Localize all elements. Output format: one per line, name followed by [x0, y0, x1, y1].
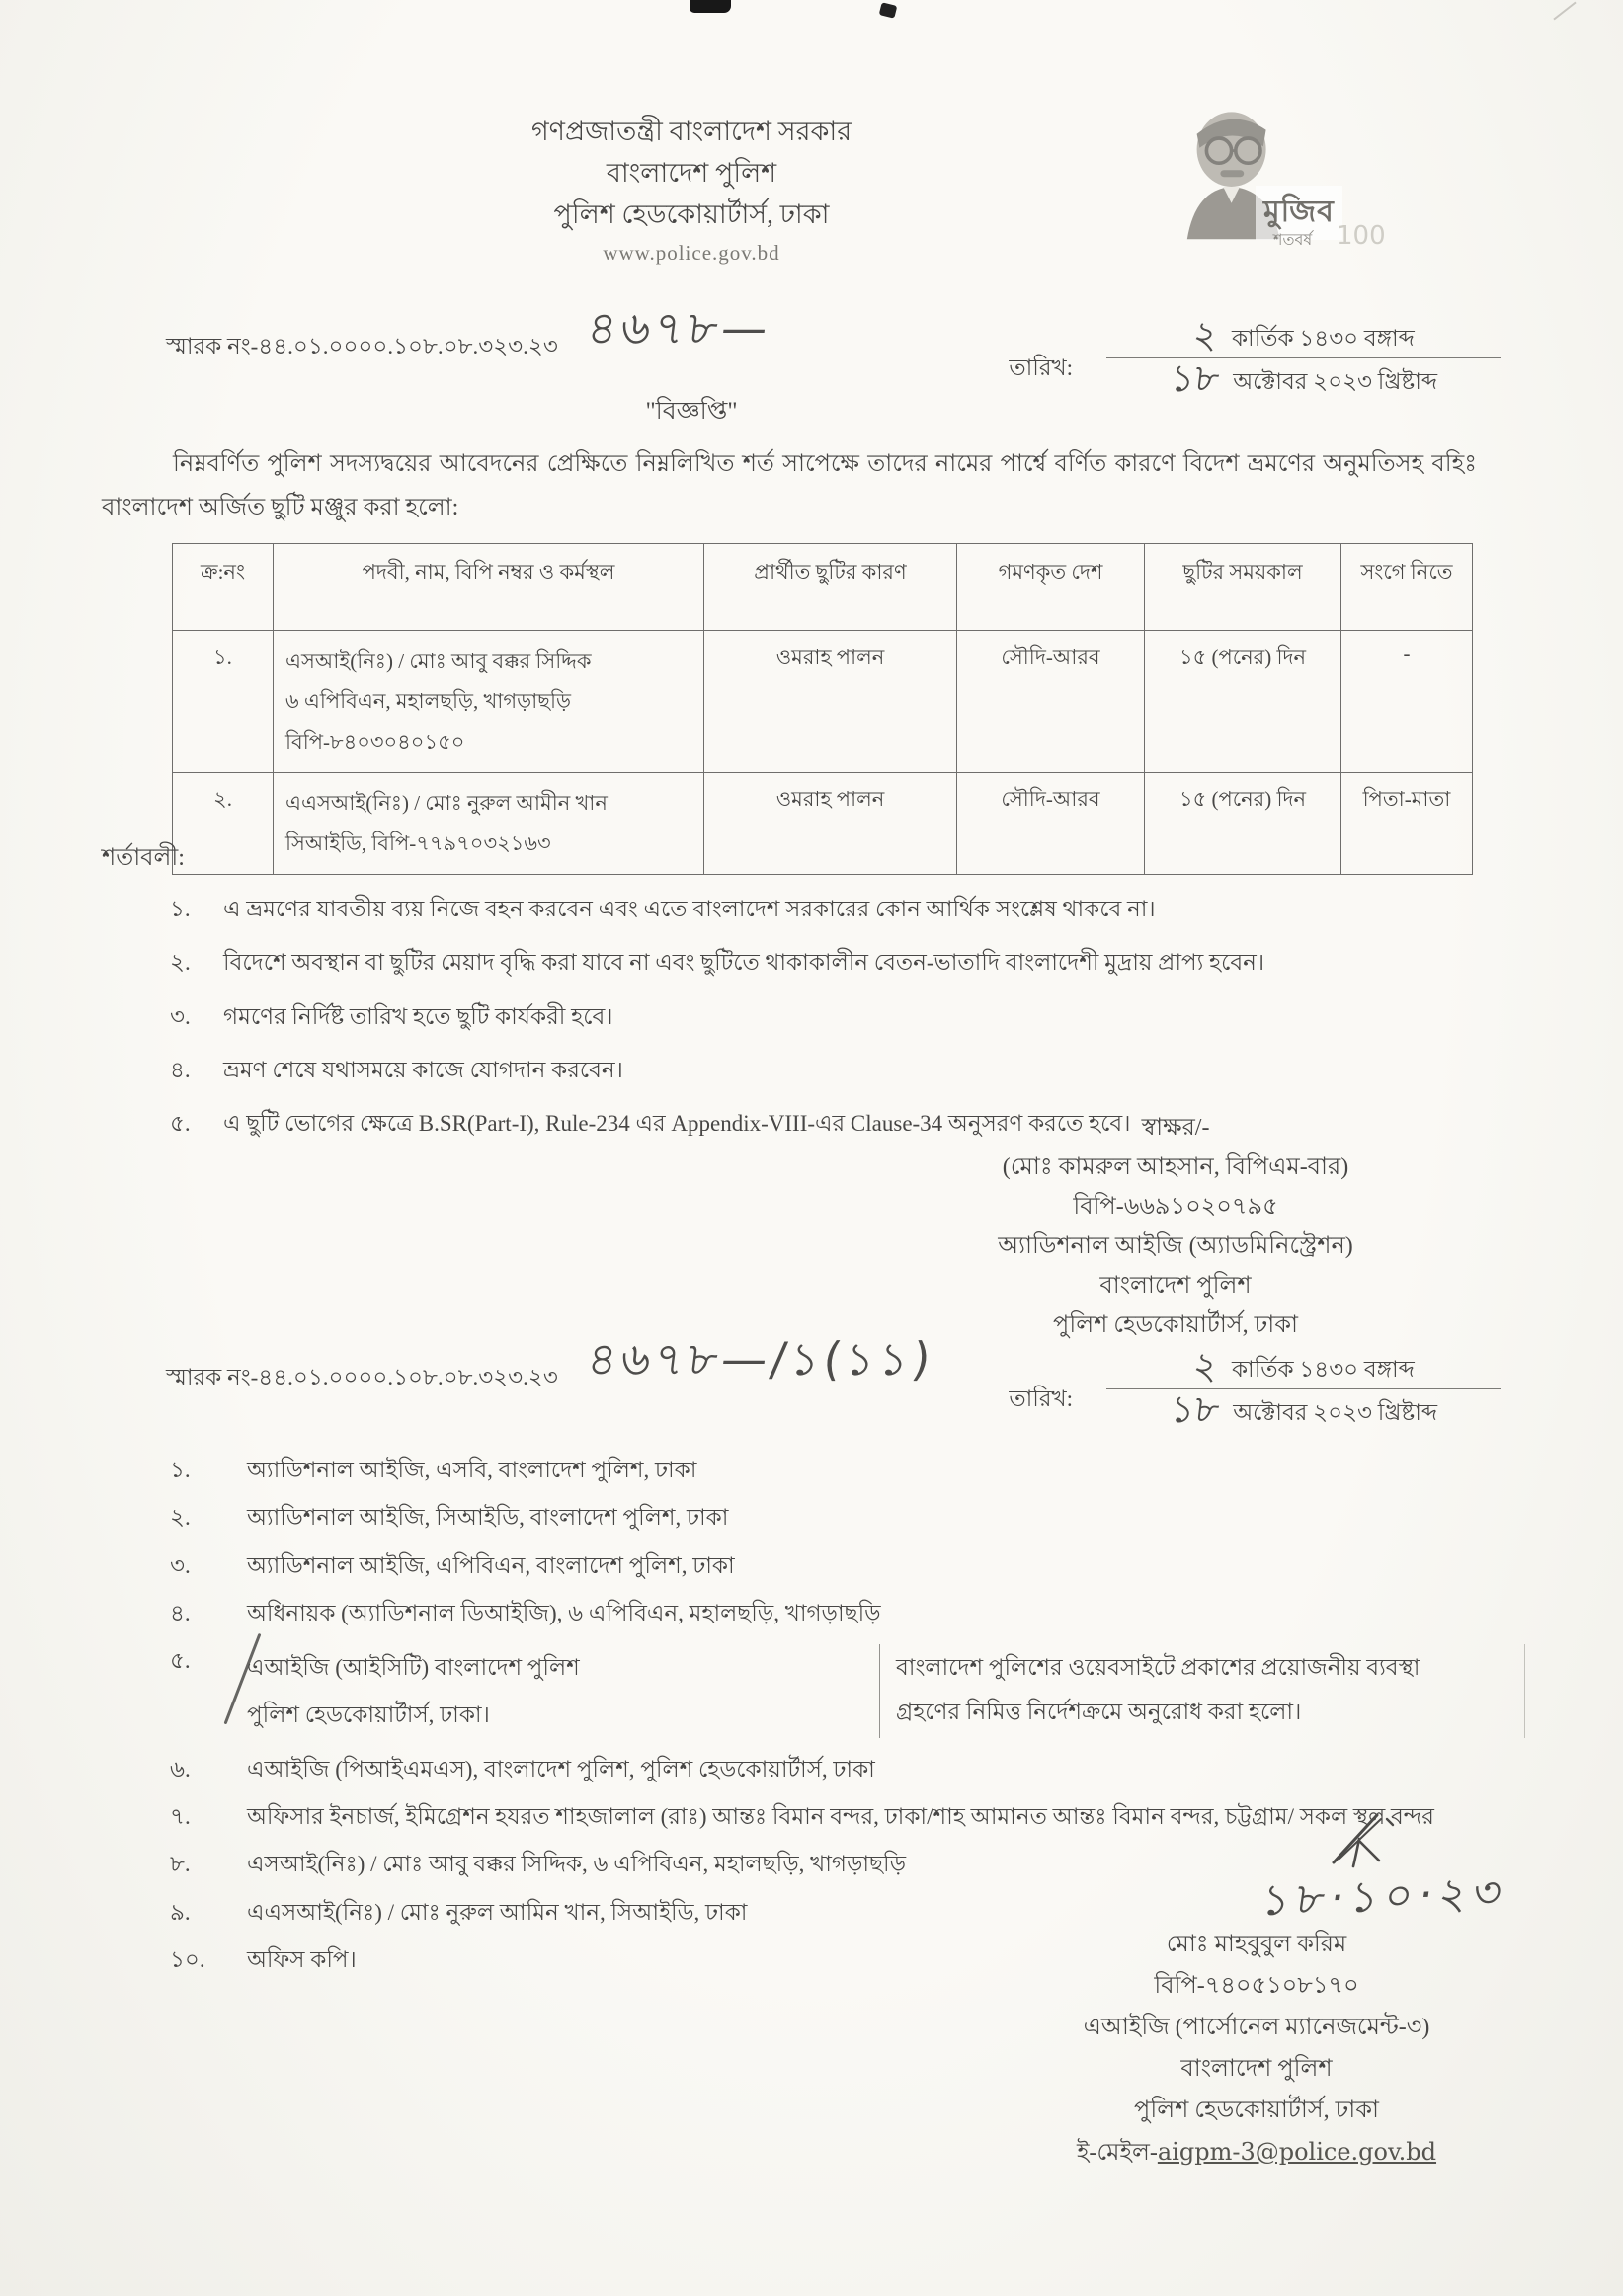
scan-artifact	[1553, 2, 1576, 21]
condition-item	[170, 1000, 1543, 1033]
government-title: গণপ্রজাতন্ত্রী বাংলাদেশ সরকার	[530, 117, 852, 146]
condition-number: ১.	[170, 897, 191, 921]
distribution-item	[170, 1549, 1553, 1582]
date-fraction	[1106, 1344, 1501, 1431]
approver-name: (মোঃ কামরুল আহসান, বিপিএম-বার)	[1002, 1154, 1349, 1180]
gregorian-date-text: অক্টোবর ২০২৩ খ্রিষ্টাব্দ	[1233, 369, 1438, 394]
distribution-item	[170, 1644, 1553, 1737]
note-line: গ্রহণের নিমিত্ত নির্দেশক্রমে অনুরোধ করা হলো।	[896, 1700, 1302, 1725]
cell-reason: ওমরাহ পালন	[704, 631, 957, 773]
distribution-text	[247, 1644, 879, 1737]
table-row	[173, 772, 1473, 874]
cell-companion: -	[1341, 631, 1473, 773]
col-header-country: গমণকৃত দেশ	[957, 544, 1145, 631]
distribution-text: এসআই(নিঃ) / মোঃ আবু বক্কর সিদ্দিক, ৬ এপিবিএন, মহালছড়ি, খাগড়াছড়ি	[247, 1852, 906, 1877]
cell-duration: ১৫ (পনের) দিন	[1145, 772, 1341, 874]
memo-row-1	[166, 301, 1501, 400]
condition-item	[170, 893, 1543, 925]
cell-companion: পিতা-মাতা	[1341, 772, 1473, 874]
bangla-date	[1106, 1344, 1501, 1387]
distribution-text: অ্যাডিশনাল আইজি, এসবি, বাংলাদেশ পুলিশ, ঢাকা	[247, 1458, 697, 1482]
scan-artifact	[690, 0, 731, 13]
distribution-number: ৫.	[170, 1648, 191, 1674]
date-fraction	[1106, 313, 1501, 400]
memo-number-label: স্মারক নং-৪৪.০১.০০০০.১০৮.০৮.৩২৩.২৩	[166, 1365, 558, 1389]
note-line: বাংলাদেশ পুলিশের ওয়েবসাইটে প্রকাশের প্রয়োজনীয় ব্যবস্থা	[896, 1655, 1420, 1681]
conditions-title: শর্তাবলী:	[102, 845, 185, 871]
distribution-number: ৩.	[170, 1552, 191, 1578]
bangla-date	[1106, 313, 1501, 356]
letterhead	[267, 111, 1116, 271]
issuer-signature-block	[970, 1809, 1543, 2174]
bangla-date-text: কার্তিক ১৪৩০ বঙ্গাব্দ	[1231, 1357, 1415, 1382]
posting-line: সিআইডি, বিপি-৭৭৯৭০৩২১৬৩	[285, 831, 551, 855]
distribution-text: এআইজি (পিআইএমএস), বাংলাদেশ পুলিশ, পুলিশ হেডকোয়ার্টার্স, ঢাকা	[247, 1756, 875, 1781]
col-header-reason: প্রার্থীত ছুটির কারণ	[704, 544, 957, 631]
distribution-number: ১০.	[170, 1947, 205, 1973]
website-publication-note	[879, 1644, 1525, 1737]
approver-signature-block	[919, 1108, 1432, 1345]
cell-duration: ১৫ (পনের) দিন	[1145, 631, 1341, 773]
distribution-text: অধিনায়ক (অ্যাডিশনাল ডিআইজি), ৬ এপিবিএন, মহালছড়ি, খাগড়াছড়ি	[247, 1601, 881, 1626]
name-line: এএসআই(নিঃ) / মোঃ নুরুল আমীন খান	[285, 790, 608, 815]
distribution-number: ৯.	[170, 1899, 191, 1925]
gregorian-date-text: অক্টোবর ২০২৩ খ্রিষ্টাব্দ	[1233, 1400, 1438, 1425]
cell-reason: ওমরাহ পালন	[704, 772, 957, 874]
distribution-number: ৬.	[170, 1756, 191, 1781]
distribution-text: অফিস কপি।	[247, 1947, 357, 1973]
cell-country: সৌদি-আরব	[957, 631, 1145, 773]
distribution-text: এএসআই(নিঃ) / মোঃ নুরুল আমিন খান, সিআইডি, ঢাকা	[247, 1899, 748, 1925]
gregorian-date	[1106, 1387, 1501, 1431]
email-label: ই-মেইল-	[1076, 2140, 1158, 2166]
email-line	[970, 2131, 1543, 2174]
handwritten-bangla-day: ২	[1190, 313, 1221, 356]
date-block-2	[1009, 1344, 1501, 1431]
issuer-bp-number: বিপি-৭৪০৫১০৮১৭০	[1154, 1973, 1359, 1999]
leave-approval-table	[172, 543, 1473, 875]
distribution-text: অফিসার ইনচার্জ, ইমিগ্রেশন হযরত শাহজালাল (রাঃ) আন্তঃ বিমান বন্দর, ঢাকা/শাহ আমানত আন্তঃ বিমান বন্দর, চট্টগ্রাম/ সকল স্থল বন্দর	[247, 1804, 1434, 1829]
logo-number: 100	[1337, 221, 1386, 251]
handwritten-gregorian-day: ১৮	[1168, 1387, 1222, 1431]
handwritten-bangla-day: ২	[1190, 1344, 1221, 1387]
date-label: তারিখ:	[1009, 355, 1073, 380]
cell-serial: ১.	[173, 631, 274, 773]
issuer-name: মোঃ মাহবুবুল করিম	[1166, 1932, 1347, 1957]
date-divider-line	[1106, 357, 1501, 358]
mujib-shotoborsho-logo	[1171, 99, 1386, 265]
memo-number-label: স্মারক নং-৪৪.০১.০০০০.১০৮.০৮.৩২৩.২৩	[166, 334, 558, 358]
headquarters-line: পুলিশ হেডকোয়ার্টার্স, ঢাকা	[553, 199, 830, 229]
col-header-serial: ক্র:নং	[173, 544, 274, 631]
cell-serial: ২.	[173, 772, 274, 874]
scan-artifact	[879, 2, 898, 18]
distribution-number: ২.	[170, 1505, 191, 1531]
date-divider-line	[1106, 1388, 1501, 1389]
approver-org: বাংলাদেশ পুলিশ	[1099, 1273, 1252, 1299]
cell-name	[274, 772, 704, 874]
condition-text: গমণের নির্দিষ্ট তারিখ হতে ছুটি কার্যকরী হবে।	[223, 1003, 613, 1029]
notice-title: "বিজ্ঞপ্তি"	[645, 398, 738, 425]
handwritten-memo-number: ৪৬৭৮—	[584, 301, 774, 355]
issuer-designation: এআইজি (পার্সোনেল ম্যানেজমেন্ট-৩)	[1083, 2015, 1430, 2040]
memo-number-2	[166, 1332, 937, 1397]
condition-text: এ ছুটি ভোগের ক্ষেত্রে B.SR(Part-I), Rule-234 এর Appendix-VIII-এর Clause-34 অনুসরণ করতে হবে।	[223, 1111, 1131, 1137]
condition-item	[170, 1054, 1543, 1086]
handwritten-memo-number: ৪৬৭৮—/১(১১)	[584, 1332, 937, 1386]
distribution-text: অ্যাডিশনাল আইজি, সিআইডি, বাংলাদেশ পুলিশ, ঢাকা	[247, 1505, 729, 1531]
distribution-text: অ্যাডিশনাল আইজি, এপিবিএন, বাংলাদেশ পুলিশ, ঢাকা	[247, 1552, 735, 1578]
distribution-number: ৮.	[170, 1852, 191, 1877]
condition-item	[170, 946, 1543, 979]
date-label: তারিখ:	[1009, 1386, 1073, 1411]
organization-name: বাংলাদেশ পুলিশ	[606, 158, 777, 188]
issuer-hq: পুলিশ হেডকোয়ার্টার্স, ঢাকা	[1134, 2098, 1379, 2123]
condition-text: ভ্রমণ শেষে যথাসময়ে কাজে যোগদান করবেন।	[223, 1058, 623, 1083]
posting-line: ৬ এপিবিএন, মহালছড়ি, খাগড়াছড়ি	[285, 688, 571, 713]
condition-text: এ ভ্রমণের যাবতীয় ব্যয় নিজে বহন করবেন এবং এতে বাংলাদেশ সরকারের কোন আর্থিক সংশ্লেষ থাকবে না।	[223, 897, 1156, 921]
handwritten-gregorian-day: ১৮	[1168, 356, 1222, 400]
approver-bp-number: বিপি-৬৬৯১০২০৭৯৫	[1073, 1194, 1278, 1220]
logo-subtitle: শতবর্ষ	[1273, 232, 1313, 249]
email-link[interactable]: aigpm-3@police.gov.bd	[1157, 2138, 1437, 2166]
col-header-duration: ছুটির সময়কাল	[1145, 544, 1341, 631]
handwritten-date: ১৮·১০·২৩	[1258, 1866, 1512, 1927]
handwritten-signature-initial	[1326, 1809, 1415, 1870]
distribution-item	[170, 1597, 1553, 1629]
table-header-row	[173, 544, 1473, 631]
distribution-number: ৪.	[170, 1601, 191, 1626]
memo-row-2	[166, 1332, 1501, 1431]
cell-country: সৌদি-আরব	[957, 772, 1145, 874]
approver-hq: পুলিশ হেডকোয়ার্টার্স, ঢাকা	[1053, 1312, 1298, 1338]
signed-label: স্বাক্ষর/-	[1141, 1115, 1210, 1141]
memo-number-1	[166, 301, 774, 366]
condition-number: ৫.	[170, 1111, 191, 1137]
col-header-name: পদবী, নাম, বিপি নম্বর ও কর্মস্থল	[274, 544, 704, 631]
issuer-org: বাংলাদেশ পুলিশ	[1180, 2056, 1333, 2082]
condition-number: ৩.	[170, 1003, 191, 1029]
distribution-item	[170, 1753, 1553, 1785]
distribution-number: ৭.	[170, 1804, 191, 1829]
approver-designation: অ্যাডিশনাল আইজি (অ্যাডমিনিস্ট্রেশন)	[998, 1233, 1353, 1259]
condition-number: ২.	[170, 950, 191, 976]
distribution-text-line: পুলিশ হেডকোয়ার্টার্স, ঢাকা।	[247, 1702, 490, 1727]
intro-paragraph: নিম্নবর্ণিত পুলিশ সদস্যদ্বয়ের আবেদনের প্রেক্ষিতে নিম্নলিখিত শর্ত সাপেক্ষে তাদের নামের পার্শ্বে বর্ণিত কারণে বিদেশ ভ্রমণের অনুমতিসহ বহিঃ বাংলাদেশ অর্জিত ছুটি মঞ্জুর করা হলো:	[102, 451, 1477, 521]
table-row	[173, 631, 1473, 773]
logo-title: মুজিব	[1256, 186, 1342, 240]
distribution-item	[170, 1454, 1553, 1486]
condition-text: বিদেশে অবস্থান বা ছুটির মেয়াদ বৃদ্ধি করা যাবে না এবং ছুটিতে থাকাকালীন বেতন-ভাতাদি বাংলাদেশী মুদ্রায় প্রাপ্য হবেন।	[223, 950, 1265, 976]
col-header-companion: সংগে নিতে	[1341, 544, 1473, 631]
distribution-text-line: এআইজি (আইসিটি) বাংলাদেশ পুলিশ	[247, 1655, 580, 1681]
name-line: এসআই(নিঃ) / মোঃ আবু বক্কর সিদ্দিক	[285, 649, 592, 673]
distribution-item	[170, 1501, 1553, 1534]
bangla-date-text: কার্তিক ১৪৩০ বঙ্গাব্দ	[1231, 326, 1415, 351]
bp-number-line: বিপি-৮৪০৩০৪০১৫০	[285, 729, 465, 753]
cell-name	[274, 631, 704, 773]
condition-number: ৪.	[170, 1058, 191, 1083]
website-url: www.police.gov.bd	[603, 241, 780, 265]
date-block-1	[1009, 313, 1501, 400]
distribution-number: ১.	[170, 1458, 191, 1482]
